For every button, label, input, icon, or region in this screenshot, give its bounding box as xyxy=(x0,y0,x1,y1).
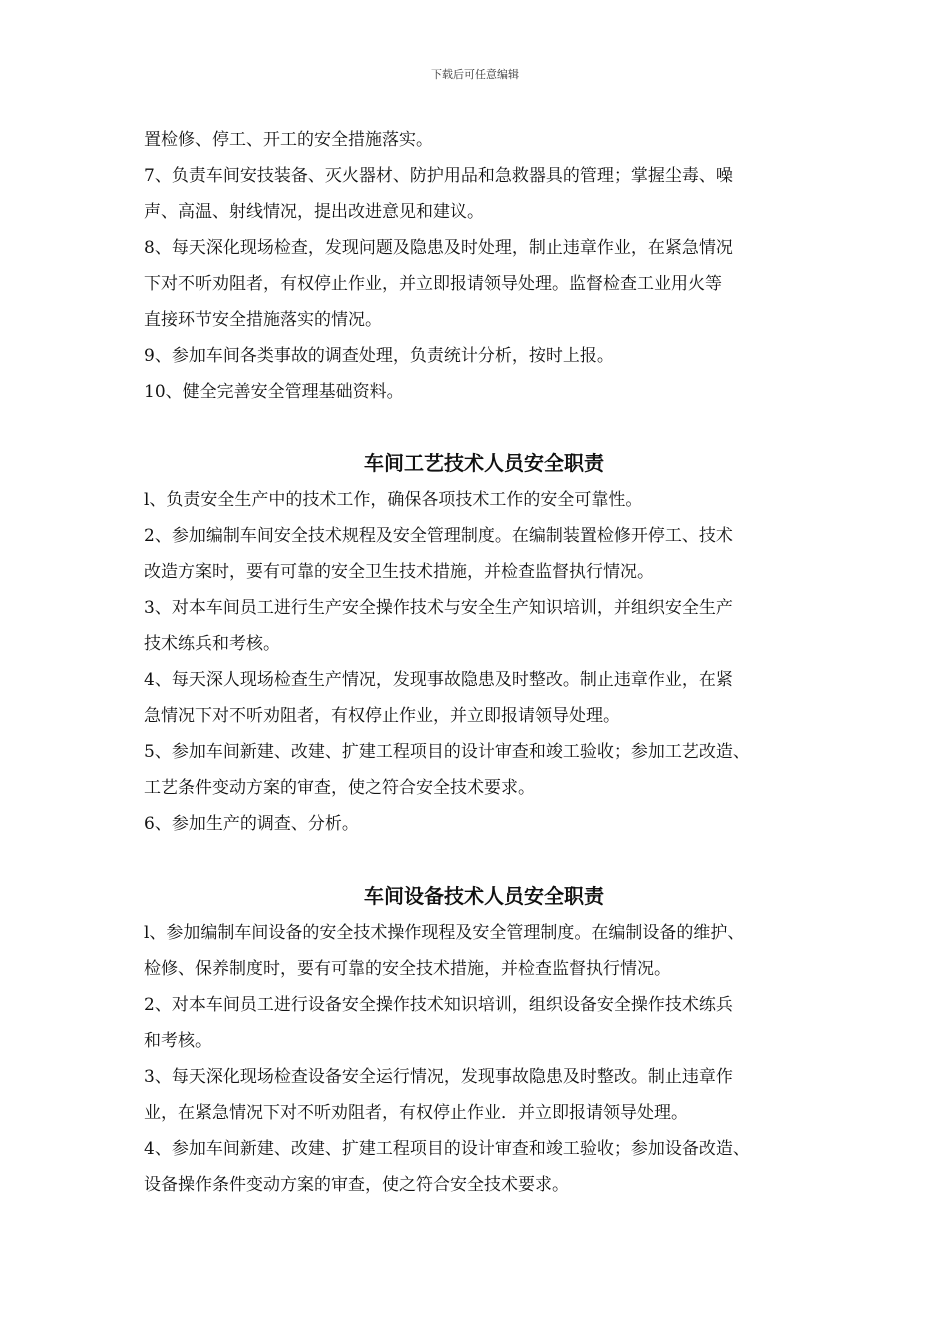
paragraph-line: 业，在紧急情况下对不听劝阻者，有权停止作业．并立即报请领导处理。 xyxy=(144,1103,688,1123)
paragraph-line: 9、参加车间各类事故的调查处理，负责统计分析，按时上报。 xyxy=(144,346,614,366)
paragraph-line: 下对不听劝阻者，有权停止作业，并立即报请领导处理。监督检查工业用火等 xyxy=(144,274,722,294)
paragraph-line: 7、负责车间安技装备、灭火器材、防护用品和急救器具的管理；掌握尘毒、噪 xyxy=(144,166,733,186)
paragraph-line: 技术练兵和考核。 xyxy=(144,634,280,654)
page-header-note: 下载后可任意编辑 xyxy=(431,68,519,81)
paragraph-line: 3、对本车间员工进行生产安全操作技术与安全生产知识培训，并组织安全生产 xyxy=(144,598,733,618)
section-process-tech xyxy=(144,444,824,842)
paragraph-line: 8、每天深化现场检查，发现问题及隐患及时处理，制止违章作业，在紧急情况 xyxy=(144,238,733,258)
paragraph-line: l、负责安全生产中的技术工作，确保各项技术工作的安全可靠性。 xyxy=(144,490,643,510)
intro-block xyxy=(144,122,824,410)
paragraph-line: 4、每天深人现场检查生产情况，发现事故隐患及时整改。制止违章作业，在紧 xyxy=(144,670,733,690)
paragraph-line: 5、参加车间新建、改建、扩建工程项目的设计审查和竣工验收；参加工艺改造、 xyxy=(144,742,750,762)
paragraph-line: 置检修、停工、开工的安全措施落实。 xyxy=(144,130,433,150)
paragraph-line: 4、参加车间新建、改建、扩建工程项目的设计审查和竣工验收；参加设备改造、 xyxy=(144,1139,750,1159)
paragraph-line: 3、每天深化现场检查设备安全运行情况，发现事故隐患及时整改。制止违章作 xyxy=(144,1067,733,1087)
paragraph-line: 设备操作条件变动方案的审查，使之符合安全技术要求。 xyxy=(144,1175,569,1195)
section-equipment-tech xyxy=(144,877,824,1203)
document-body xyxy=(144,122,824,1203)
paragraph-line: 声、高温、射线情况，提出改进意见和建议。 xyxy=(144,202,484,222)
section-spacer xyxy=(144,842,824,877)
paragraph-line: 6、参加生产的调查、分析。 xyxy=(144,814,359,834)
paragraph-line: 2、参加编制车间安全技术规程及安全管理制度。在编制装置检修开停工、技术 xyxy=(144,526,733,546)
section-spacer xyxy=(144,410,824,444)
paragraph-line: 直接环节安全措施落实的情况。 xyxy=(144,310,382,330)
paragraph-line: 10、健全完善安全管理基础资料。 xyxy=(144,382,404,402)
section-title: 车间工艺技术人员安全职责 xyxy=(364,451,604,475)
paragraph-line: l、参加编制车间设备的安全技术操作现程及安全管理制度。在编制设备的维护、 xyxy=(144,923,745,943)
paragraph-line: 2、对本车间员工进行设备安全操作技术知识培训，组织设备安全操作技术练兵 xyxy=(144,995,733,1015)
paragraph-line: 改造方案时，要有可靠的安全卫生技术措施，并检查监督执行情况。 xyxy=(144,562,654,582)
paragraph-line: 检修、保养制度时，要有可靠的安全技术措施，并检查监督执行情况。 xyxy=(144,959,671,979)
paragraph-line: 急情况下对不听劝阻者，有权停止作业，并立即报请领导处理。 xyxy=(144,706,620,726)
paragraph-line: 工艺条件变动方案的审查，使之符合安全技术要求。 xyxy=(144,778,535,798)
paragraph-line: 和考核。 xyxy=(144,1031,212,1051)
section-title: 车间设备技术人员安全职责 xyxy=(364,884,604,908)
